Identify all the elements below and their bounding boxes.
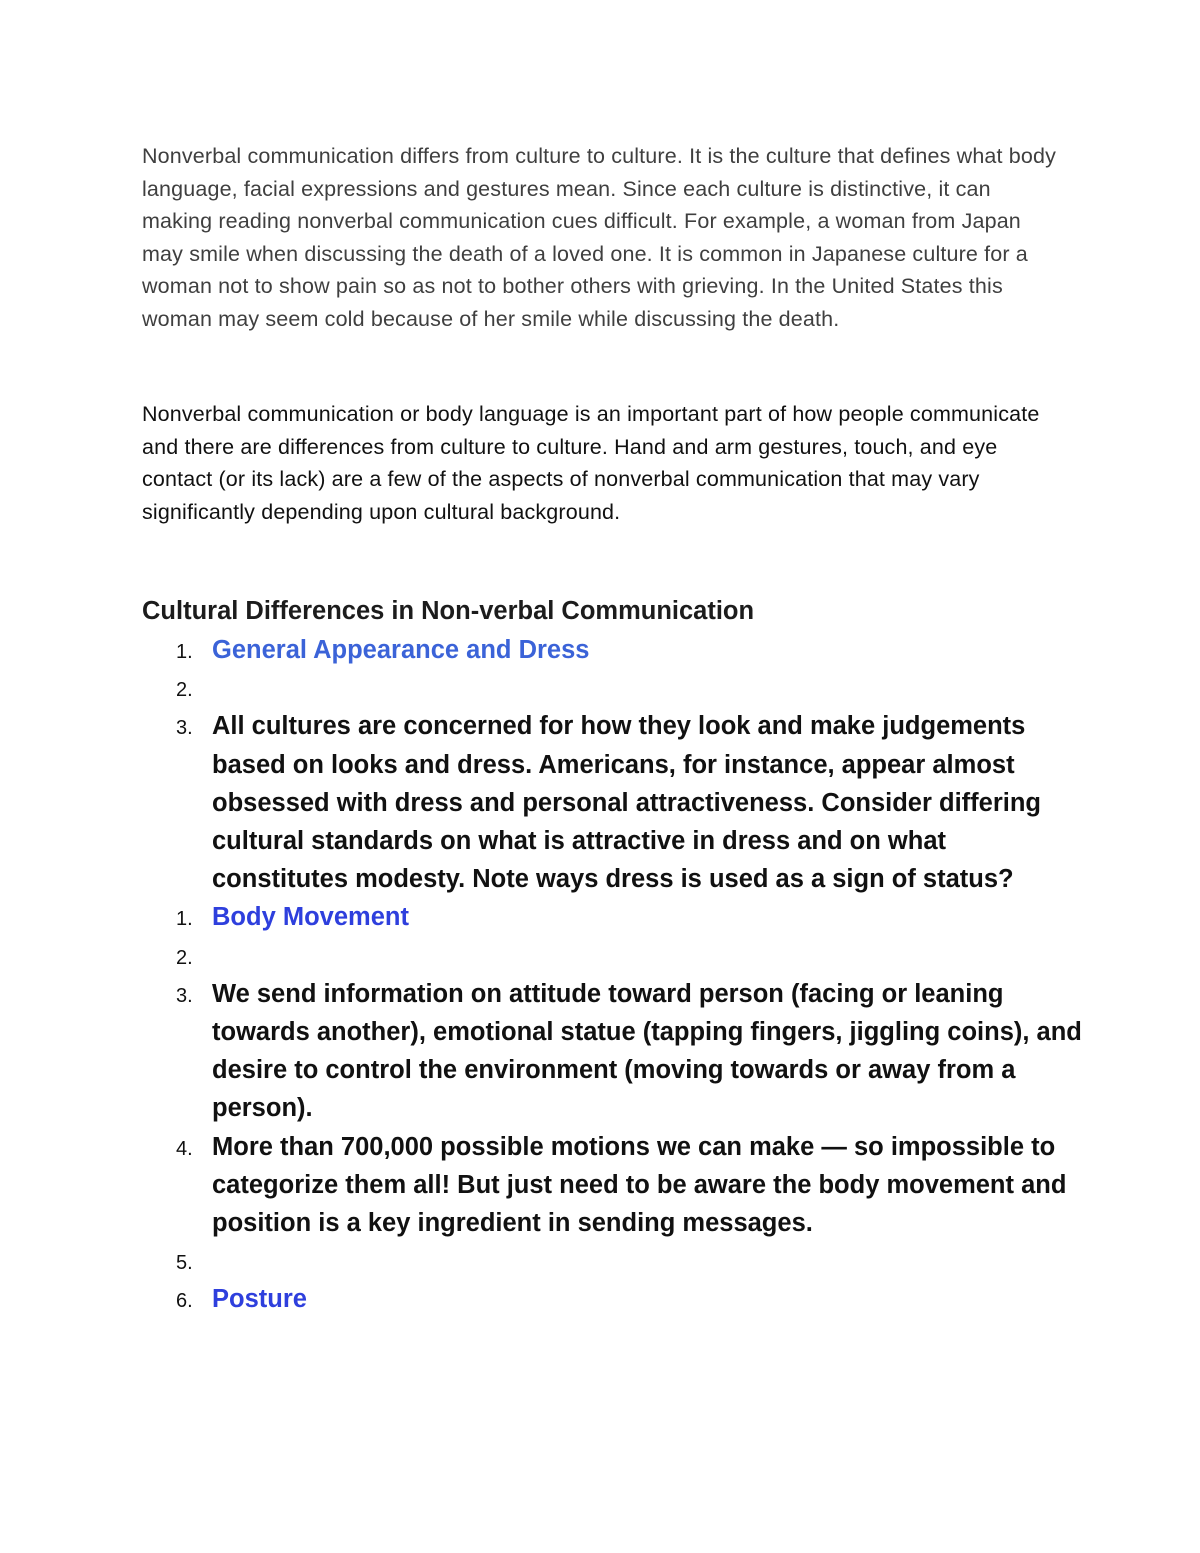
list-item (142, 707, 1082, 898)
list-item (142, 631, 1082, 669)
link-posture[interactable]: Posture (212, 1285, 307, 1314)
second-paragraph: Nonverbal communication or body language is an important part of how people communicate and there are differences from culture to culture. Hand and arm gestures, touch, and eye contact (or its lack) are a few of the aspects of nonverbal communication that may vary significantly depending upon cultural background. (142, 402, 1040, 524)
list-number: 2. (176, 946, 193, 969)
list-number: 1. (176, 908, 193, 931)
section-heading: Cultural Differences in Non-verbal Communication (142, 597, 755, 625)
list-item (142, 1280, 1082, 1318)
list-number: 4. (176, 1137, 193, 1160)
list-number: 3. (176, 717, 193, 740)
list-item (142, 975, 1082, 1128)
list-item-text (212, 669, 1082, 707)
list-item (142, 1128, 1082, 1243)
list-number: 1. (176, 641, 193, 663)
list-number: 5. (176, 1252, 193, 1275)
list-item-text: More than 700,000 possible motions we can make — so impossible to categorize them all! But just need to be aware the body movement and position is a key ingredient in sending messages. (212, 1132, 1067, 1238)
intro-paragraph: Nonverbal communication differs from culture to culture. It is the culture that defines what body language, facial expressions and gestures mean. Since each culture is distinctive, it can making reading nonverbal communication cues difficult. For example, a woman from Japan may smile when discussing the death of a loved one. It is common in Japanese culture for a woman not to show pain so as not to bother others with grieving. In the United States this woman may seem cold because of her smile while discussing the death. (142, 144, 1057, 331)
numbered-list (142, 631, 1082, 1319)
list-number: 6. (176, 1290, 193, 1313)
list-number: 3. (176, 984, 193, 1007)
link-general-appearance[interactable]: General Appearance and Dress (212, 636, 590, 664)
list-item (142, 1242, 1082, 1280)
list-item-text: We send information on attitude toward person (facing or leaning towards another), emotional statue (tapping fingers, jiggling coins), and desire to control the environment (moving towards or away from a person). (212, 979, 1082, 1123)
list-number: 2. (176, 679, 193, 702)
list-item (142, 937, 1082, 975)
list-item (142, 669, 1082, 707)
list-item-text: All cultures are concerned for how they look and make judgements based on looks and dress. Americans, for instance, appear almost obsessed with dress and personal attractiveness. Consider differing cultural standards on what is attractive in dress and on what constitutes modesty. Note ways dress is used as a sign of status? (212, 712, 1041, 894)
link-body-movement[interactable]: Body Movement (212, 903, 409, 932)
list-item (142, 898, 1082, 936)
list-item-text (212, 937, 1082, 975)
list-item-text (212, 1242, 1082, 1280)
